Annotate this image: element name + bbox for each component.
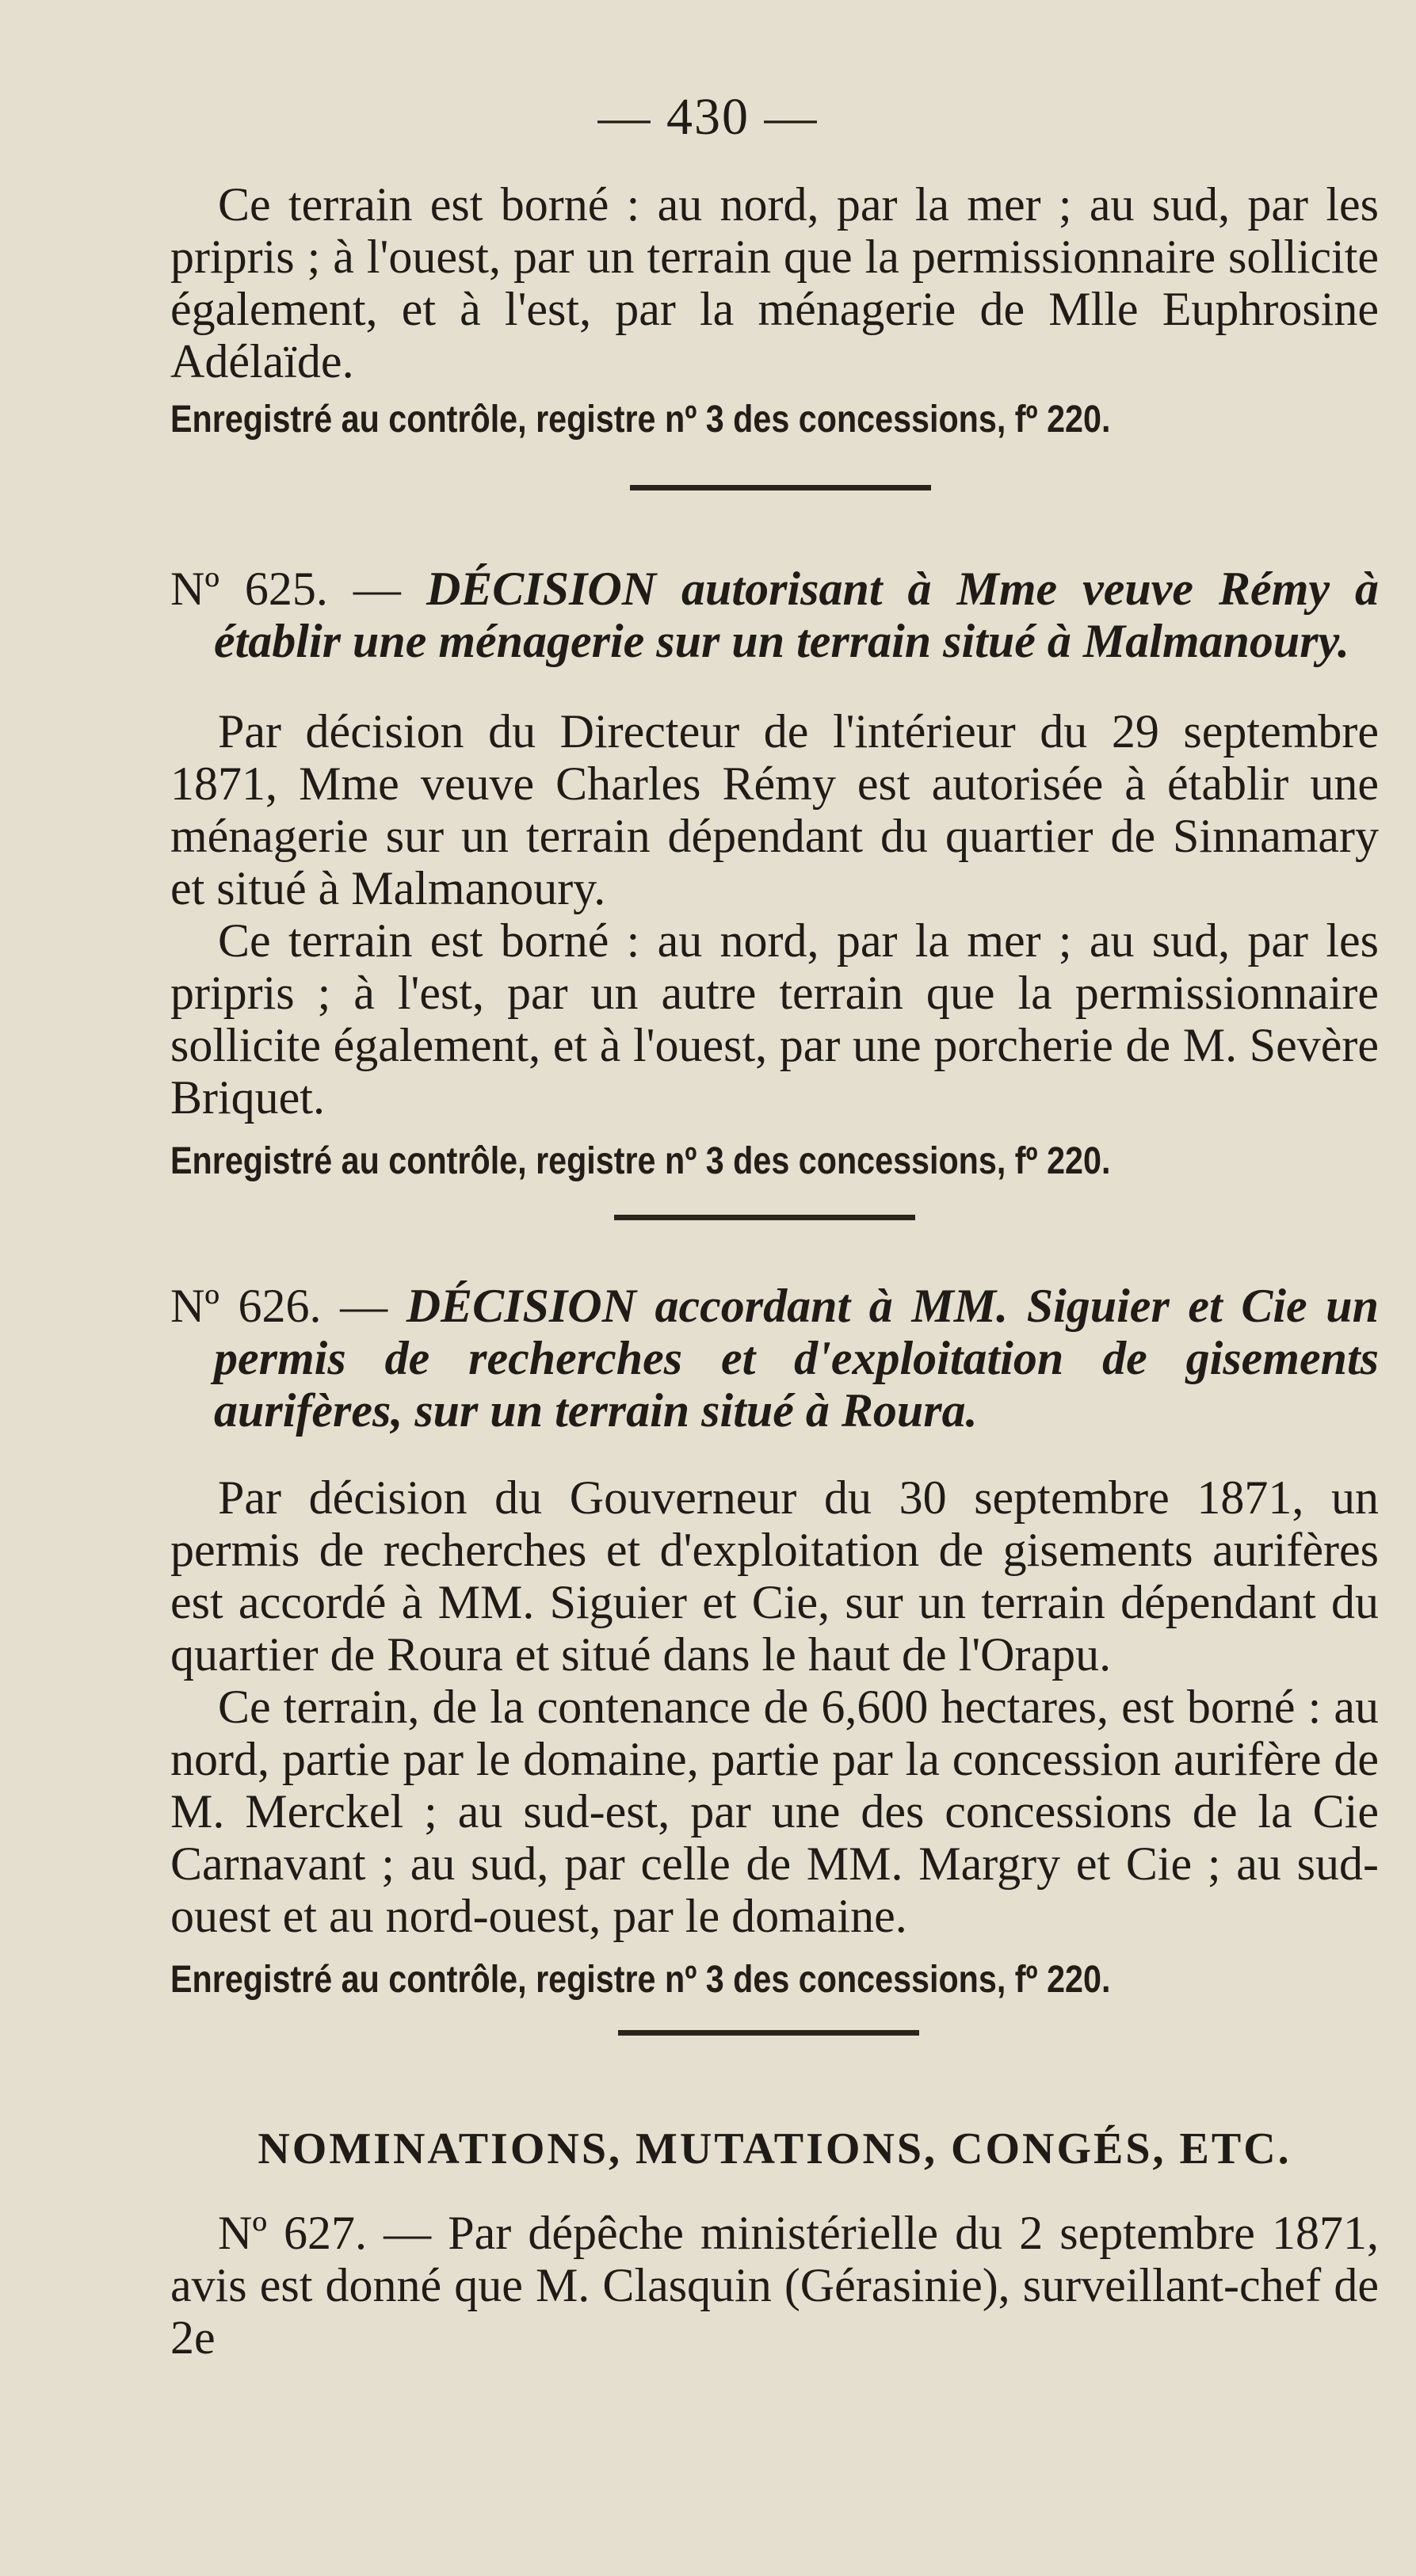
text-column [170, 0, 1379, 2576]
decision-626 [170, 1280, 1379, 2004]
item-627 [170, 2207, 1379, 2364]
intro-block [170, 178, 1379, 387]
decision-625-registration: Enregistré au contrôle, registre nº 3 des concessions, fº 220. [170, 1140, 1111, 1182]
decision-625-para-2: Ce terrain est borné : au nord, par la mer ; au sud, par les pripris ; à l'est, par un autre terrain que la permissionnaire sollicite également, et à l'ouest, par une porcherie de M. Sevère Briquet. [170, 914, 1379, 1124]
decision-625-heading [170, 563, 1379, 667]
divider-2 [614, 1215, 915, 1220]
decision-626-number: Nº 626. — [170, 1280, 388, 1332]
intro-registration-wrap [170, 396, 1379, 444]
decision-626-title-rest: accordant à MM. Siguier et Cie un permis de recherches et d'exploitation de gisements aurifères, sur un terrain situé à Roura. [214, 1280, 1380, 1437]
decision-625-title-bold: DÉCISION [426, 563, 657, 615]
decision-625-para-1: Par décision du Directeur de l'intérieur du 29 septembre 1871, Mme veuve Charles Rémy est autorisée à établir une ménagerie sur un terrain dépendant du quartier de Sinnamary et situé à Malmanoury. [170, 705, 1379, 914]
decision-626-title-bold: DÉCISION [406, 1280, 636, 1332]
intro-paragraph: Ce terrain est borné : au nord, par la mer ; au sud, par les pripris ; à l'ouest, par un terrain que la permissionnaire sollicite également, et à l'est, par la ménagerie de Mlle Euphrosine Adélaïde. [170, 178, 1379, 387]
section-heading-wrap [170, 2124, 1379, 2174]
decision-625 [170, 563, 1379, 1185]
decision-626-para-2: Ce terrain, de la contenance de 6,600 hectares, est borné : au nord, partie par le domaine, partie par la concession aurifère de M. Merckel ; au sud-est, par une des concessions de la Cie Carnavant ; au sud, par celle de MM. Margry et Cie ; au sud-ouest et au nord-ouest, par le domaine. [170, 1681, 1379, 1942]
decision-625-number: Nº 625. — [170, 563, 401, 615]
intro-registration: Enregistré au contrôle, registre nº 3 des concessions, fº 220. [170, 399, 1111, 441]
decision-625-title-rest: autorisant à Mme veuve Rémy à établir une ménagerie sur un terrain situé à Malmanoury. [214, 563, 1379, 667]
decision-626-para-1: Par décision du Gouverneur du 30 septembre 1871, un permis de recherches et d'exploitation de gisements aurifères est accordé à MM. Siguier et Cie, sur un terrain dépendant du quartier de Roura et situé dans le haut de l'Orapu. [170, 1471, 1379, 1681]
decision-626-heading [170, 1280, 1379, 1437]
item-627-paragraph: Nº 627. — Par dépêche ministérielle du 2 septembre 1871, avis est donné que M. Clasquin (Gérasinie), surveillant-chef de 2e [170, 2207, 1379, 2364]
page-number: — 430 — [597, 88, 819, 146]
divider-1 [630, 485, 931, 490]
decision-626-registration: Enregistré au contrôle, registre nº 3 des concessions, fº 220. [170, 1959, 1111, 2001]
section-title: NOMINATIONS, MUTATIONS, CONGÉS, ETC. [258, 2124, 1292, 2173]
divider-3 [618, 2030, 919, 2036]
